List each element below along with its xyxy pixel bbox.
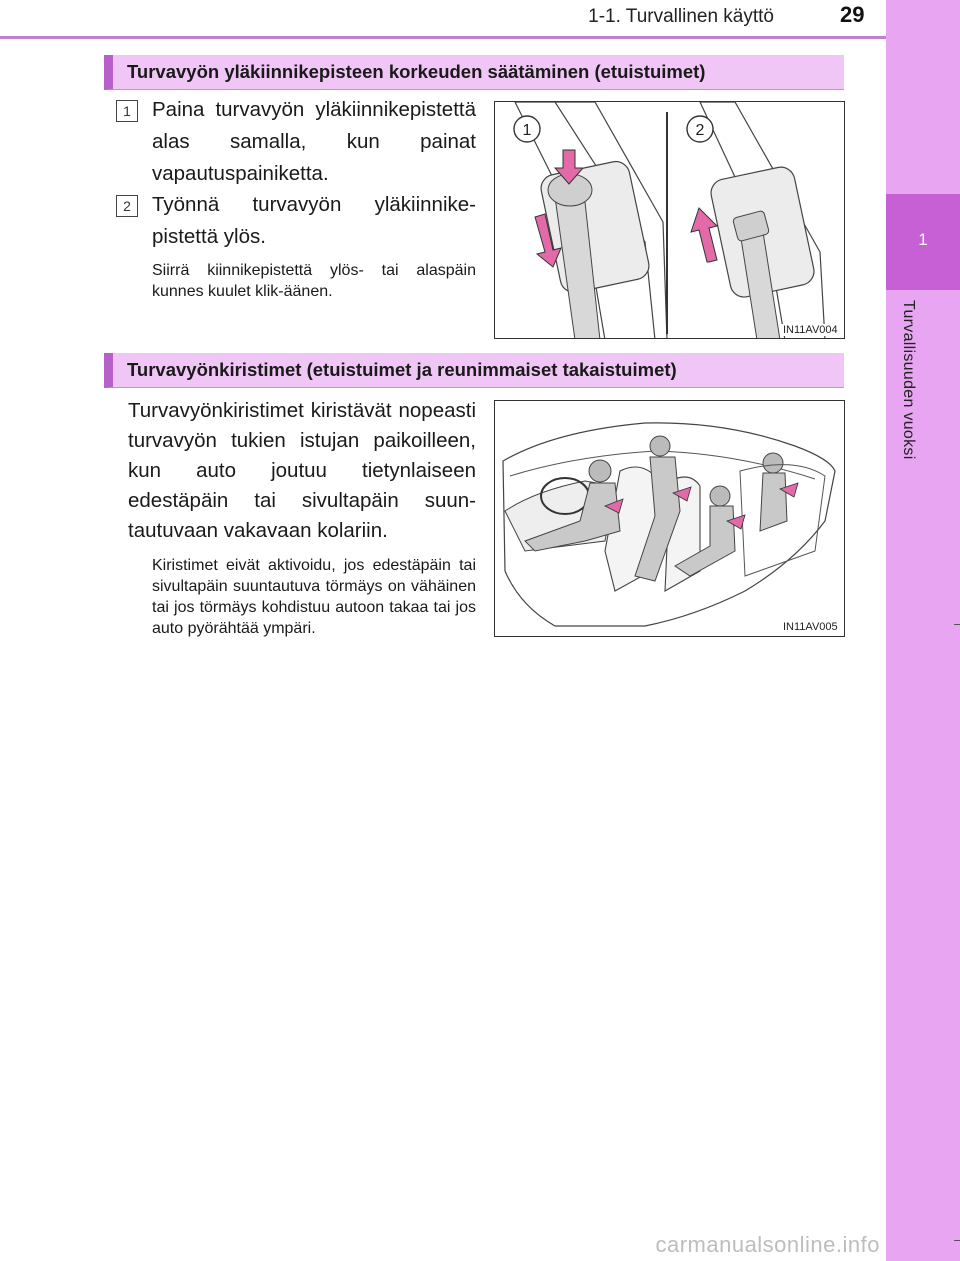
crop-mark xyxy=(954,1240,960,1241)
car-interior-illustration xyxy=(495,401,845,637)
figure-callout: 2 xyxy=(695,122,705,139)
note-text: Kiristimet eivät aktivoidu, jos edestäpäin tai sivultapäin suuntautuva törmäys on vähäinen tai jos törmäys kohdistuu autoon takaa tai jos auto pyörähtää ympäri. xyxy=(152,557,476,637)
pretensioner-figure xyxy=(494,400,845,637)
body-paragraph: Turvavyönkiristimet kiristävät nopeasti turvavyön tukien istujan paikoilleen, kun auto joutuu tietynlaiseen edestäpäin tai sivultapäin suuntautuvaan vakavaan kolariin. xyxy=(128,399,476,542)
page-number: 29 xyxy=(840,2,865,27)
figure-callout: 1 xyxy=(522,122,532,139)
step-text: Paina turvavyön yläkiinnikepistettä alas samalla, kun painat vapautuspainiketta. xyxy=(152,98,476,185)
section-heading: Turvavyön yläkiinnikepisteen korkeuden säätäminen (etuistuimet) xyxy=(127,61,706,82)
crop-mark xyxy=(954,624,960,625)
step-text: Työnnä turvavyön yläkiinnikepistettä ylös. xyxy=(152,193,476,248)
step-number-badge: 1 xyxy=(116,100,138,122)
section-heading-bar xyxy=(104,353,844,388)
note-text: Siirrä kiinnikepistettä ylös- tai alaspäin kunnes kuulet klik-äänen. xyxy=(152,262,476,300)
seatbelt-anchor-illustration xyxy=(495,102,845,339)
section-heading-bar xyxy=(104,55,844,90)
footer-watermark: carmanualsonline.info xyxy=(655,1232,880,1257)
section-heading: Turvavyönkiristimet (etuistuimet ja reunimmaiset takaistuimet) xyxy=(127,359,677,380)
header-divider xyxy=(0,36,886,39)
step-number-badge: 2 xyxy=(116,195,138,217)
figure-code: IN11AV005 xyxy=(783,621,838,633)
seatbelt-anchor-figure xyxy=(494,101,845,339)
chapter-side-tab xyxy=(886,0,960,1261)
chapter-number: 1 xyxy=(918,230,928,249)
chapter-title: Turvallisuuden vuoksi xyxy=(900,300,917,460)
figure-code: IN11AV004 xyxy=(783,324,838,336)
running-section-title: 1-1. Turvallinen käyttö xyxy=(588,6,774,27)
